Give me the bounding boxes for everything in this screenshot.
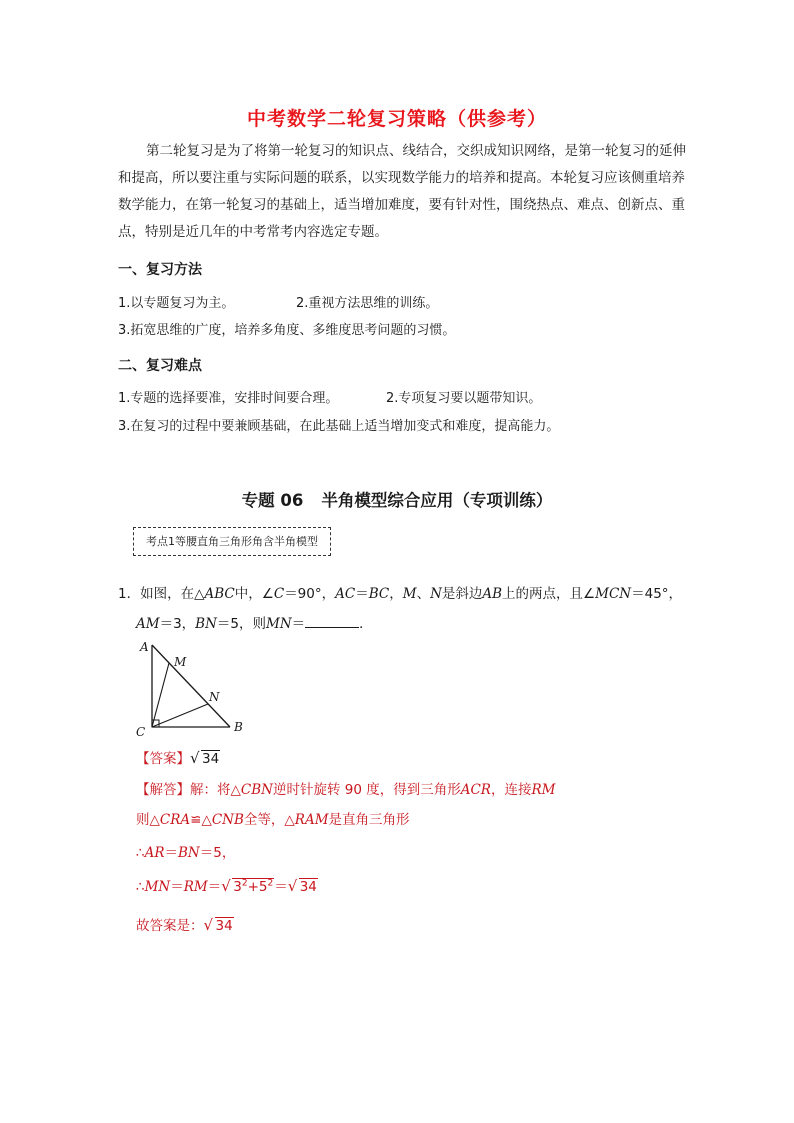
s-text: ＝	[164, 845, 179, 861]
radicand: 34	[299, 879, 317, 895]
section2-item1: 1.专题的选择要准，安排时间要合理。	[118, 391, 339, 406]
q-text: ．	[359, 616, 373, 632]
question-line-1	[118, 582, 682, 602]
q-var: MN	[266, 616, 292, 632]
q-var: AC	[335, 586, 356, 602]
s-var: CBN	[240, 782, 273, 798]
sqrt-34	[204, 918, 234, 934]
q-text: ＝3，	[159, 616, 196, 632]
s-text: ＝5，	[199, 845, 236, 861]
section1-heading: 一、复习方法	[118, 262, 202, 278]
solution-line-4	[136, 875, 318, 895]
sqrt-sum	[221, 876, 274, 896]
radical-sign: √	[221, 876, 231, 895]
label-c: C	[136, 725, 146, 739]
radicand: 34	[202, 751, 220, 767]
answer-blank	[305, 615, 359, 628]
q-text: ＝45°，	[631, 586, 683, 602]
intro-text: 第二轮复习是为了将第一轮复习的知识点、线结合，交织成知识网络，是第一轮复习的延伸和提高，所以要注重与实际问题的联系，以实现数学能力的培养和提高。本轮复习应该侧重培养数学能力，在第一轮复习的基础上，适当增加难度，要有针对性，围绕热点、难点、创新点、重点，特别是近几年的中考常考内容选定专题。	[118, 143, 686, 240]
s-text: ≌△	[190, 812, 212, 828]
solution-final	[136, 914, 234, 934]
s-text: ＝	[207, 879, 222, 895]
q-text: ，	[389, 586, 403, 602]
q-var: BN	[195, 616, 217, 632]
q-var: AM	[136, 616, 160, 632]
s-var: BN	[178, 845, 200, 861]
segment-cm	[152, 663, 169, 727]
s-exp: 2	[241, 878, 248, 889]
section1-item1: 1.以专题复习为主。	[118, 296, 235, 311]
sqrt-34	[190, 751, 220, 767]
s-num: +5	[247, 879, 268, 895]
q-var: MCN	[595, 586, 632, 602]
question-number: 1．	[118, 586, 141, 602]
topic-heading	[0, 487, 794, 511]
triangle-figure	[130, 635, 255, 745]
sqrt-34	[288, 879, 318, 895]
answer-line	[136, 747, 220, 767]
radicand: 34	[215, 918, 233, 934]
s-var: CRA	[159, 812, 191, 828]
s-text: ∴	[136, 879, 145, 895]
s-text: 是直角三角形	[328, 812, 410, 828]
topic-name: 半角模型综合应用（专项训练）	[321, 491, 553, 510]
q-var: ABC	[204, 586, 235, 602]
radical-sign: √	[190, 749, 200, 767]
s-var: CNB	[211, 812, 244, 828]
s-var: RM	[183, 879, 208, 895]
question-line-2	[136, 612, 373, 632]
q-var: BC	[368, 586, 390, 602]
s-text: ＝	[170, 879, 184, 895]
s-num: 3	[233, 879, 242, 895]
solution-line-3	[136, 841, 235, 861]
q-text: ＝5，则	[216, 616, 266, 632]
q-text: 上的两点，且∠	[502, 586, 596, 602]
s-text: 全等，△	[243, 812, 295, 828]
topic-number: 专题 06	[241, 491, 304, 510]
solution-line-1	[136, 778, 555, 798]
q-text: 是斜边	[441, 586, 483, 602]
s-exp: 2	[267, 878, 274, 889]
q-text: ＝	[291, 616, 306, 632]
solution-label: 【解答】	[136, 782, 190, 798]
label-n: N	[209, 690, 220, 704]
q-var: C	[273, 586, 285, 602]
segment-cn	[152, 704, 208, 727]
label-b: B	[234, 720, 243, 734]
q-text: 、	[416, 586, 431, 602]
s-text: 故答案是：	[136, 918, 204, 934]
section2-heading: 二、复习难点	[118, 358, 202, 374]
intro-paragraph	[118, 138, 688, 246]
q-text: ＝	[355, 586, 369, 602]
label-a: A	[140, 640, 149, 654]
side-ab	[152, 645, 230, 727]
s-text: 解：将△	[190, 782, 241, 798]
answer-label: 【答案】	[136, 751, 190, 767]
s-text: ，连接	[490, 782, 532, 798]
q-text: 中，∠	[234, 586, 274, 602]
s-var: RM	[531, 782, 556, 798]
section2-item3: 3.在复习的过程中要兼顾基础，在此基础上适当增加变式和难度，提高能力。	[118, 419, 560, 434]
section1-item3: 3.拓宽思维的广度，培养多角度、多维度思考问题的习惯。	[118, 323, 456, 338]
radical-sign: √	[203, 916, 214, 934]
section1-item2: 2.重视方法思维的训练。	[296, 296, 439, 311]
s-var: MN	[144, 879, 171, 895]
kaodian-box: 考点1等腰直角三角形角含半角模型	[133, 527, 331, 556]
s-text: 逆时针旋转 90 度，得到三角形	[272, 782, 461, 798]
s-var: ACR	[460, 782, 491, 798]
q-var: AB	[482, 586, 503, 602]
radical-sign: √	[287, 877, 298, 895]
s-var: RAM	[294, 812, 329, 828]
q-text: 如图，在△	[140, 586, 205, 602]
s-text: 则△	[136, 812, 160, 828]
radicand	[232, 878, 274, 895]
q-text: ＝90°，	[284, 586, 336, 602]
solution-line-2	[136, 808, 410, 828]
q-var: N	[430, 586, 442, 602]
s-text: ＝	[274, 879, 288, 895]
label-m: M	[174, 655, 187, 669]
s-text: ∴	[136, 845, 145, 861]
s-var: AR	[144, 845, 165, 861]
section2-item2: 2.专项复习要以题带知识。	[386, 391, 542, 406]
page-title: 中考数学二轮复习策略（供参考）	[246, 108, 547, 130]
q-var: M	[402, 586, 417, 602]
